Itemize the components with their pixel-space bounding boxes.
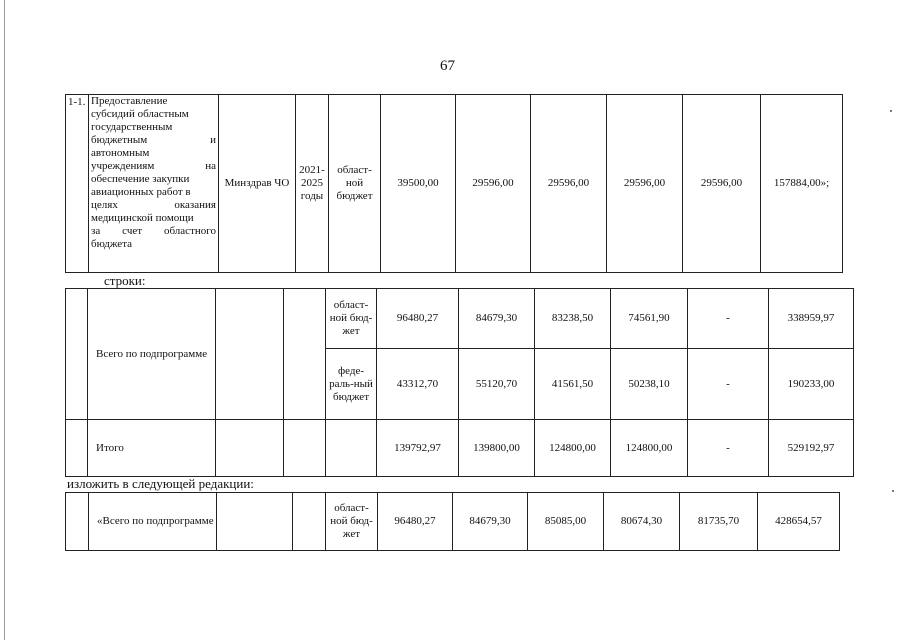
value-cell: 84679,30 (453, 493, 528, 551)
value-cell: 96480,27 (377, 289, 459, 349)
value-cell: 74561,90 (611, 289, 688, 349)
table-row (66, 289, 854, 349)
table-row (66, 493, 840, 551)
funding-source-cell: област-ной бюджет (329, 95, 381, 273)
value-cell: 139792,97 (377, 420, 459, 477)
funding-source-cell: област-ной бюд-жет (326, 493, 378, 551)
total-value-cell: 157884,00»; (761, 95, 843, 273)
executor-cell: Минздрав ЧО (219, 95, 296, 273)
value-cell: - (688, 289, 769, 349)
value-cell: 39500,00 (381, 95, 456, 273)
rows-label: строки: (104, 273, 146, 288)
value-cell: 43312,70 (377, 349, 459, 420)
total-value-cell: 529192,97 (769, 420, 854, 477)
value-cell: - (688, 349, 769, 420)
value-cell: 84679,30 (459, 289, 535, 349)
value-cell: 29596,00 (531, 95, 607, 273)
empty-cell (284, 289, 326, 420)
value-cell: 139800,00 (459, 420, 535, 477)
empty-cell (66, 493, 89, 551)
empty-cell (217, 493, 293, 551)
subprogram-total-label: «Всего по подпрограмме (89, 493, 217, 551)
value-cell: 55120,70 (459, 349, 535, 420)
value-cell: 85085,00 (528, 493, 604, 551)
empty-cell (66, 420, 88, 477)
total-value-cell: 190233,00 (769, 349, 854, 420)
scan-speck (892, 490, 894, 492)
value-cell: 83238,50 (535, 289, 611, 349)
empty-cell (216, 289, 284, 420)
measure-row-table (65, 94, 843, 273)
empty-cell (293, 493, 326, 551)
scan-edge-line (4, 0, 5, 640)
empty-cell (216, 420, 284, 477)
empty-cell (326, 420, 377, 477)
scan-speck (890, 110, 892, 112)
empty-cell (66, 289, 88, 420)
new-totals-table (65, 492, 840, 551)
period-cell: 2021-2025 годы (296, 95, 329, 273)
value-cell: 80674,30 (604, 493, 680, 551)
page-number: 67 (440, 58, 455, 74)
value-cell: 41561,50 (535, 349, 611, 420)
value-cell: 81735,70 (680, 493, 758, 551)
total-value-cell: 428654,57 (758, 493, 840, 551)
old-totals-table (65, 288, 854, 477)
table-row (66, 95, 843, 273)
row-number: 1-1. (66, 95, 89, 273)
value-cell: - (688, 420, 769, 477)
value-cell: 124800,00 (611, 420, 688, 477)
value-cell: 96480,27 (378, 493, 453, 551)
table-row (66, 420, 854, 477)
value-cell: 29596,00 (607, 95, 683, 273)
value-cell: 50238,10 (611, 349, 688, 420)
value-cell: 29596,00 (456, 95, 531, 273)
itogo-label: Итого (88, 420, 216, 477)
total-value-cell: 338959,97 (769, 289, 854, 349)
edit-instruction-label: изложить в следующей редакции: (67, 476, 254, 491)
subprogram-total-label: Всего по подпрограмме (88, 289, 216, 420)
funding-source-cell: феде-раль-ный бюджет (326, 349, 377, 420)
value-cell: 124800,00 (535, 420, 611, 477)
value-cell: 29596,00 (683, 95, 761, 273)
measure-description: Предоставление субсидий областным государственным бюджетным и автономным учреждениям на обеспечение закупки авиационных работ в целях оказания медицинской помощи за счет областного бюджета (89, 95, 219, 273)
funding-source-cell: област-ной бюд-жет (326, 289, 377, 349)
empty-cell (284, 420, 326, 477)
